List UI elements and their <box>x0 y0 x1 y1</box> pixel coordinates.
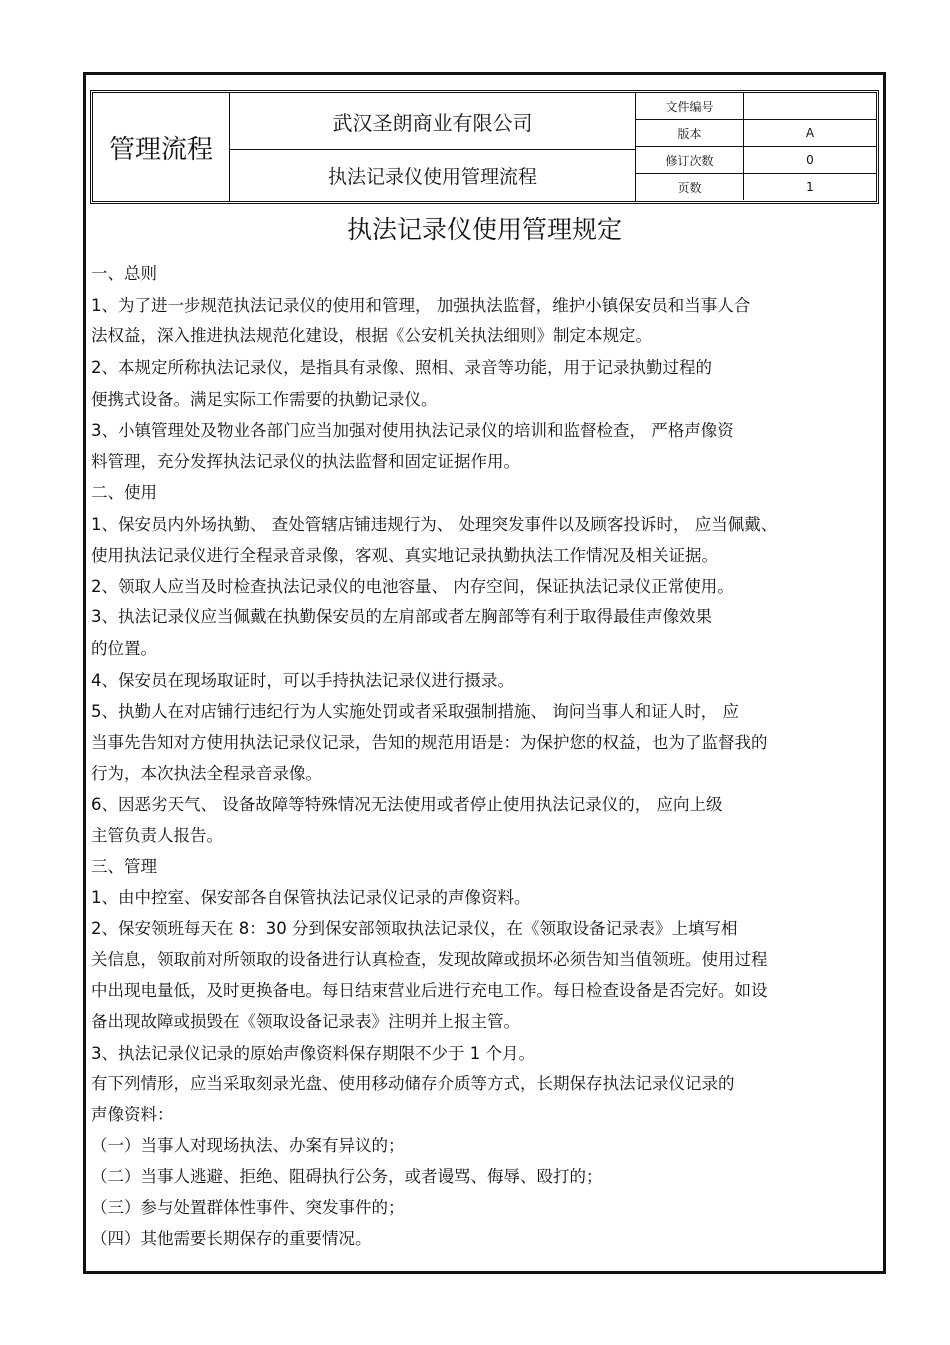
paragraph-line: 法权益，深入推进执法规范化建设，根据《公安机关执法细则》制定本规定。 <box>91 326 652 345</box>
paragraph-line: 3、执法记录仪应当佩戴在执勤保安员的左肩部或者左胸部等有利于取得最佳声像效果 <box>91 607 712 626</box>
paragraph-line: 当事先告知对方使用执法记录仪记录，告知的规范用语是：为保护您的权益，也为了监督我的 <box>91 733 768 752</box>
paragraph-line: 1、由中控室、保安部各自保管执法记录仪记录的声像资料。 <box>91 888 531 907</box>
paragraph-line: 备出现故障或损毁在《领取设备记录表》注明并上报主管。 <box>91 1012 520 1031</box>
header-left-title: 管理流程 <box>93 93 230 201</box>
meta-row-file-number <box>636 93 876 120</box>
paragraph-line: 5、执勤人在对店铺行违纪行为人实施处罚或者采取强制措施、 询问当事人和证人时， 应 <box>91 702 739 721</box>
meta-value: 1 <box>806 180 814 194</box>
paragraph-line: 3、小镇管理处及物业各部门应当加强对使用执法记录仪的培训和监督检查， 严格声像资 <box>91 421 734 440</box>
list-item: （二）当事人逃避、拒绝、阻碍执行公务，或者谩骂、侮辱、殴打的； <box>91 1167 603 1186</box>
paragraph-line: 声像资料： <box>91 1105 174 1124</box>
paragraph-line: 有下列情形，应当采取刻录光盘、使用移动储存介质等方式，长期保存执法记录仪记录的 <box>91 1074 735 1093</box>
paragraph-line: 2、领取人应当及时检查执法记录仪的电池容量、 内存空间，保证执法记录仪正常使用。 <box>91 577 734 596</box>
list-item: （一）当事人对现场执法、办案有异议的； <box>91 1136 405 1155</box>
list-item: （三）参与处置群体性事件、突发事件的； <box>91 1198 405 1217</box>
section-heading: 三、管理 <box>91 857 157 876</box>
paragraph-line: 行为，本次执法全程录音录像。 <box>91 764 322 783</box>
paragraph-line: 料管理，充分发挥执法记录仪的执法监督和固定证据作用。 <box>91 452 520 471</box>
meta-value: A <box>805 126 815 140</box>
meta-key: 页数 <box>636 174 744 200</box>
paragraph-line: 3、执法记录仪记录的原始声像资料保存期限不少于 1 个月。 <box>91 1044 535 1063</box>
process-name: 执法记录仪使用管理流程 <box>230 150 636 201</box>
section-heading: 一、总则 <box>91 264 157 283</box>
paragraph-line: 中出现电量低，及时更换备电。每日结束营业后进行充电工作。每日检查设备是否完好。如设 <box>91 981 768 1000</box>
meta-row-version <box>636 120 876 147</box>
paragraph-line: 关信息，领取前对所领取的设备进行认真检查，发现故障或损坏必须告知当值领班。使用过程 <box>91 950 768 969</box>
paragraph-line: 1、为了进一步规范执法记录仪的使用和管理， 加强执法监督，维护小镇保安员和当事人合 <box>91 296 751 315</box>
document-title: 执法记录仪使用管理规定 <box>346 215 622 244</box>
company-name: 武汉圣朗商业有限公司 <box>230 93 636 150</box>
paragraph-line: 2、保安领班每天在 8：30 分到保安部领取执法记录仪，在《领取设备记录表》上填写相 <box>91 919 738 938</box>
paragraph-line: 2、本规定所称执法记录仪，是指具有录像、照相、录音等功能，用于记录执勤过程的 <box>91 358 712 377</box>
section-heading: 二、使用 <box>91 483 157 502</box>
meta-row-revision <box>636 147 876 174</box>
meta-key: 文件编号 <box>636 93 744 119</box>
paragraph-line: 使用执法记录仪进行全程录音录像，客观、真实地记录执勤执法工作情况及相关证据。 <box>91 546 718 565</box>
paragraph-line: 的位置。 <box>91 639 157 658</box>
meta-value <box>744 93 876 119</box>
meta-key: 版本 <box>636 120 744 146</box>
paragraph-line: 4、保安员在现场取证时，可以手持执法记录仪进行摄录。 <box>91 671 514 690</box>
header-table <box>90 90 879 204</box>
meta-row-pages <box>636 174 876 200</box>
paragraph-line: 便携式设备。满足实际工作需要的执勤记录仪。 <box>91 390 438 409</box>
meta-value: 0 <box>806 153 814 167</box>
meta-key: 修订次数 <box>636 147 744 173</box>
paragraph-line: 1、保安员内外场执勤、 查处管辖店铺违规行为、 处理突发事件以及顾客投诉时， 应当佩戴、 <box>91 515 778 534</box>
paragraph-line: 主管负责人报告。 <box>91 826 223 845</box>
paragraph-line: 6、因恶劣天气、 设备故障等特殊情况无法使用或者停止使用执法记录仪的， 应向上级 <box>91 795 723 814</box>
list-item: （四）其他需要长期保存的重要情况。 <box>91 1229 372 1248</box>
